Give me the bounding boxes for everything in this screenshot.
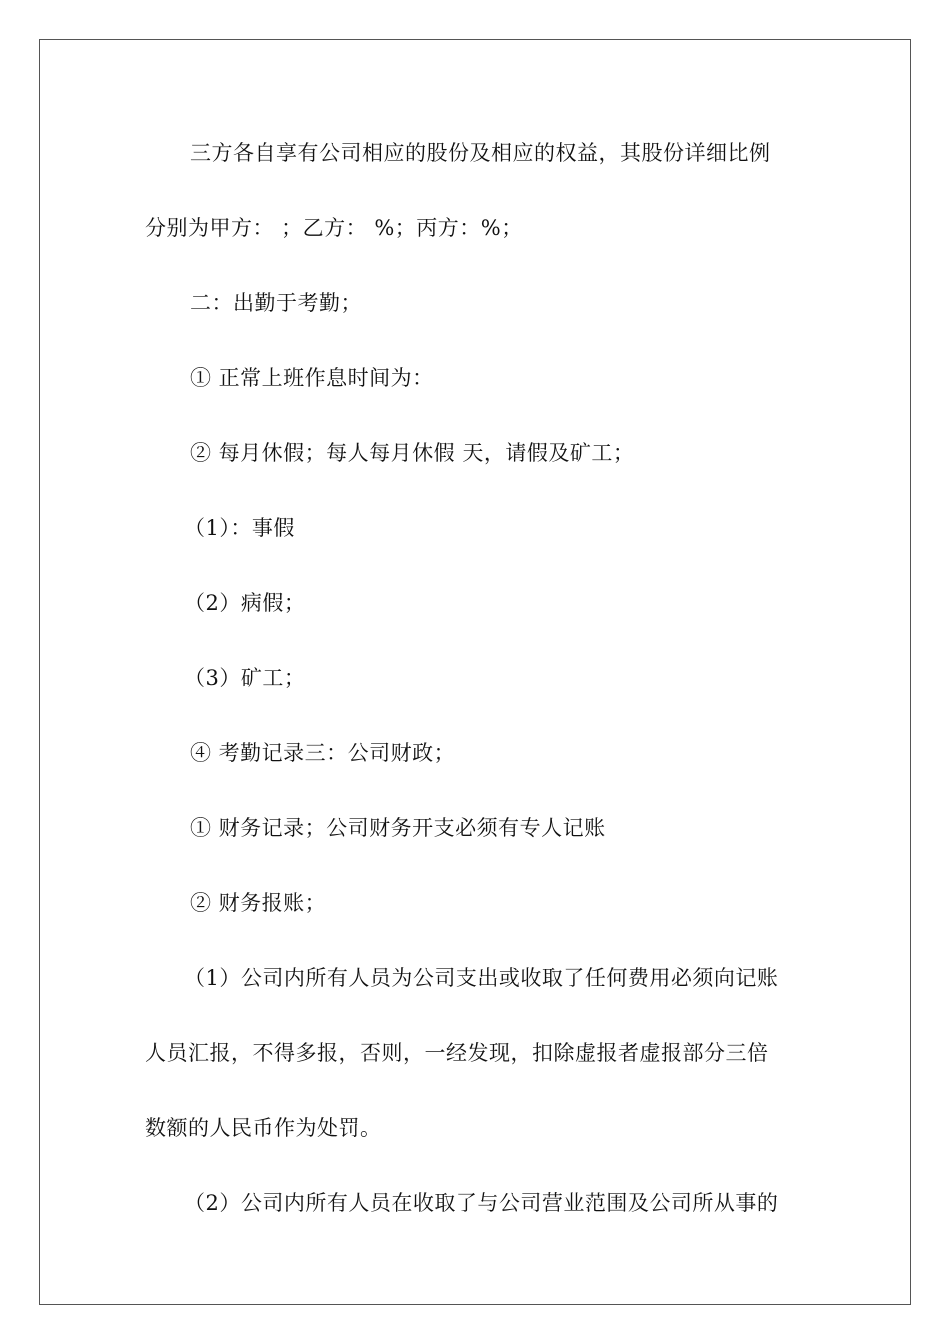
item-expense-reimbursement: ② 财务报账； [190,891,327,915]
item-attendance-record-finance-heading: ④ 考勤记录三：公司财政； [190,741,456,765]
paragraph-shares-line-2: 分别为甲方： ；乙方： %；丙方：%； [145,216,523,240]
item-monthly-leave: ② 每月休假；每人每月休假 天，请假及矿工； [190,441,635,465]
subitem-sick-leave: （2）病假； [184,591,306,615]
paragraph-reporting-line-3: 数额的人民币作为处罚。 [145,1116,382,1140]
item-work-hours: ① 正常上班作息时间为： [190,366,434,390]
section-heading-attendance: 二：出勤于考勤； [190,291,362,315]
subitem-absence: （3）矿工； [184,666,306,690]
subitem-personal-leave: （1）：事假 [184,516,295,540]
paragraph-reporting-line-2: 人员汇报，不得多报，否则，一经发现，扣除虚报者虚报部分三倍 [145,1041,769,1065]
paragraph-income-line-1: （2）公司内所有人员在收取了与公司营业范围及公司所从事的 [184,1191,779,1215]
item-financial-records: ① 财务记录；公司财务开支必须有专人记账 [190,816,606,840]
paragraph-reporting-line-1: （1）公司内所有人员为公司支出或收取了任何费用必须向记账 [184,966,779,990]
paragraph-shares-line-1: 三方各自享有公司相应的股份及相应的权益，其股份详细比例 [190,141,771,165]
